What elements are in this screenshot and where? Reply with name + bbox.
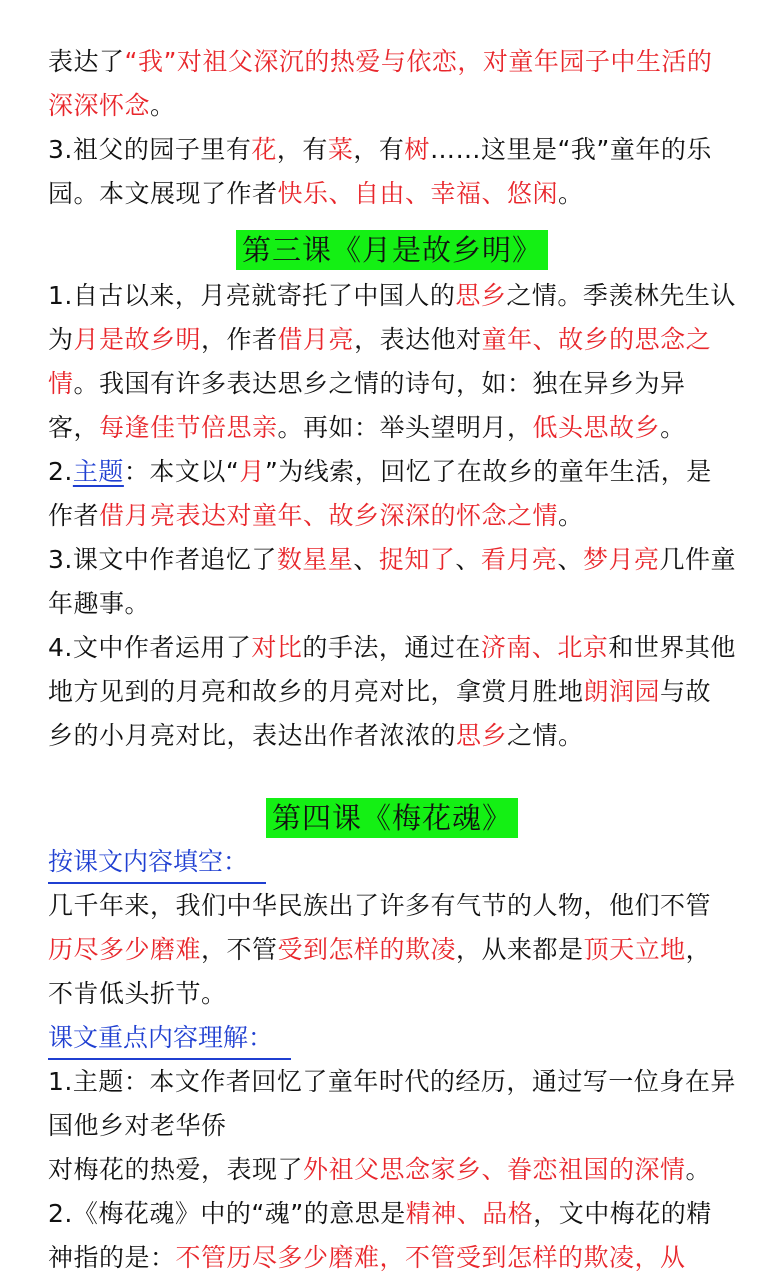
highlight-text: “我”对祖父深沉的热爱与依恋，对童年园子中生活的深深怀念 — [48, 47, 713, 120]
text: 、 — [455, 545, 481, 574]
text: 4.文中作者运用了 — [48, 633, 252, 662]
text: 几件童年趣事。 — [48, 545, 736, 618]
text: ”为线索，回忆了在故乡的童年生活，是作者 — [48, 457, 712, 530]
text: ，从来都是 — [456, 935, 584, 964]
highlight-text: 月 — [239, 457, 265, 486]
text: ：本文以“ — [123, 457, 240, 486]
intro-paragraph-1 — [48, 40, 736, 128]
highlight-text: 快乐、自由、幸福、悠闲 — [277, 179, 559, 208]
text: ，不肯低头折节。 — [48, 935, 712, 1008]
text: 对梅花的热爱，表现了 — [48, 1155, 304, 1184]
highlight-text: 月是故乡明 — [73, 325, 202, 354]
text: 2.《梅花魂》中的“魂”的意思是 — [48, 1199, 406, 1228]
text: ……这里是“我”童年的乐园。本文展现了作者 — [48, 135, 712, 208]
highlight-text: 历尽多少磨难 — [48, 935, 202, 964]
text: 2. — [48, 457, 73, 486]
lesson4-paragraph-1 — [48, 884, 736, 1016]
text: ，文中梅花的精神指的是： — [48, 1199, 712, 1272]
highlight-text: 借月亮表达对童年、故乡深深的怀念之情 — [99, 501, 559, 530]
text: 3.祖父的园子里有 — [48, 135, 252, 164]
text: 表达了 — [48, 47, 125, 76]
subheading-key-points-wrap — [48, 1018, 736, 1058]
highlight-text: 受到怎样的欺凌 — [277, 935, 457, 964]
highlight-text: 树 — [404, 135, 430, 164]
text: 和世界其他地方见到的月亮和故乡的月亮对比，拿赏月胜地 — [48, 633, 736, 706]
lesson3-paragraph-4 — [48, 626, 736, 758]
highlight-text: 顶天立地 — [583, 935, 686, 964]
lesson3-paragraph-3 — [48, 538, 736, 626]
lesson4-paragraph-3 — [48, 1192, 736, 1280]
highlight-text: 数星星 — [276, 545, 354, 574]
subheading-fill-blank-wrap — [48, 842, 736, 882]
subheading-fill-blank: 按课文内容填空： — [48, 842, 266, 884]
text: 之情。季羡林先生认为 — [48, 281, 736, 354]
highlight-text: 不管历尽多少磨难，不管受到怎样的欺凌，从 — [175, 1243, 686, 1272]
lesson4-paragraph-2a — [48, 1060, 736, 1148]
lesson3-paragraph-1 — [48, 274, 736, 450]
highlight-text: 梦月亮 — [582, 545, 660, 574]
text: 与故乡的小月亮对比，表达出作者浓浓的 — [48, 677, 712, 750]
text: ，作者 — [201, 325, 278, 354]
text: ，有 — [276, 135, 328, 164]
text: 。我国有许多表达思乡之情的诗句，如：独在异乡为异客， — [48, 369, 686, 442]
text: 。 — [150, 91, 176, 120]
lesson3-paragraph-2 — [48, 450, 736, 538]
text: 。再如：举头望明月， — [277, 413, 533, 442]
lesson3-heading: 第三课《月是故乡明》 — [236, 230, 548, 270]
text: 。 — [685, 1155, 712, 1184]
highlight-text: 济南、北京 — [480, 633, 609, 662]
text: 、 — [353, 545, 379, 574]
text: 、 — [557, 545, 583, 574]
highlight-text: 每逢佳节倍思亲 — [99, 413, 278, 442]
text: 的手法，通过在 — [302, 633, 481, 662]
text: ，不管 — [201, 935, 278, 964]
highlight-text: 精神、品格 — [405, 1199, 534, 1228]
text: 之情。 — [507, 721, 584, 750]
highlight-text: 借月亮 — [277, 325, 355, 354]
text: 1.自古以来，月亮就寄托了中国人的 — [48, 281, 456, 310]
text: ，有 — [353, 135, 405, 164]
text: 3.课文中作者追忆了 — [48, 545, 277, 574]
highlight-text: 对比 — [251, 633, 303, 662]
theme-label: 主题 — [72, 457, 124, 486]
text: 几千年来，我们中华民族出了许多有气节的人物，他们不管 — [48, 891, 712, 920]
highlight-text: 看月亮 — [480, 545, 558, 574]
highlight-text: 菜 — [327, 135, 354, 164]
section-gap — [48, 758, 736, 784]
highlight-text: 思乡 — [455, 281, 507, 310]
highlight-text: 花 — [251, 135, 277, 164]
lesson4-paragraph-2b — [48, 1148, 736, 1192]
text: 。 — [558, 501, 584, 530]
highlight-text: 童年、故乡的思念之情 — [48, 325, 712, 398]
highlight-text: 低头思故乡 — [532, 413, 661, 442]
highlight-text: 外祖父思念家乡、眷恋祖国的深情 — [303, 1155, 686, 1184]
text: 。 — [558, 179, 584, 208]
intro-paragraph-2 — [48, 128, 736, 216]
highlight-text: 捉知了 — [378, 545, 456, 574]
lesson4-heading: 第四课《梅花魂》 — [266, 798, 518, 838]
lesson4-heading-wrap — [48, 798, 736, 838]
text: 1.主题：本文作者回忆了童年时代的经历，通过写一位身在异国他乡对老华侨 — [48, 1067, 736, 1140]
text: 。 — [660, 413, 686, 442]
lesson3-heading-wrap — [48, 230, 736, 270]
highlight-text: 思乡 — [456, 721, 508, 750]
text: ，表达他对 — [354, 325, 482, 354]
subheading-key-points: 课文重点内容理解： — [48, 1018, 291, 1060]
highlight-text: 朗润园 — [583, 677, 661, 706]
